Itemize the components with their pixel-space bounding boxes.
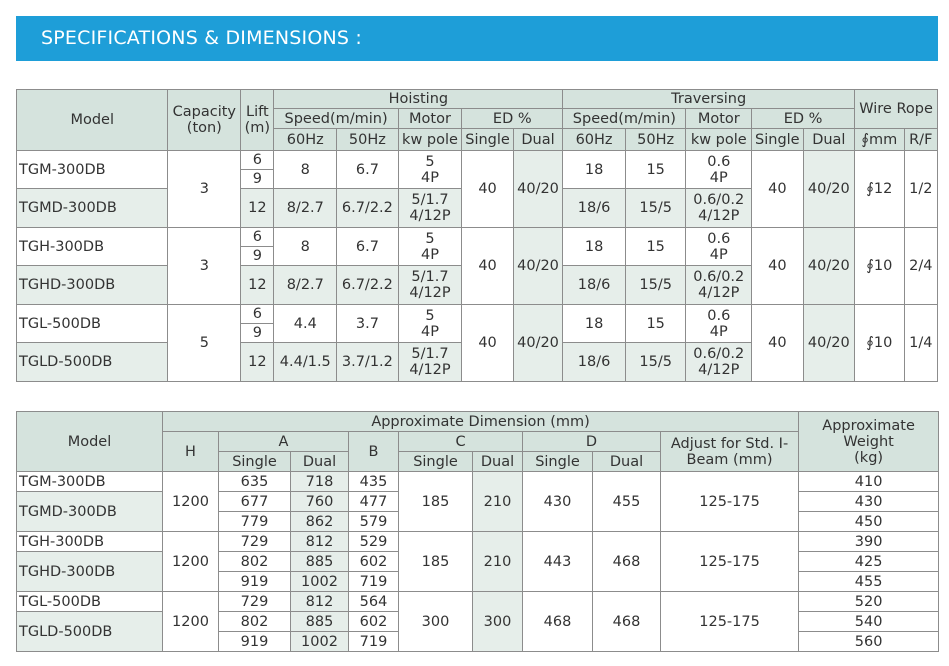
lift-cell: 12 bbox=[241, 343, 274, 382]
model-cell: TGHD-300DB bbox=[17, 266, 168, 305]
trav-motor-cell bbox=[686, 266, 752, 305]
header-capacity-label: Capacity bbox=[172, 104, 236, 120]
model-cell: TGHD-300DB bbox=[17, 552, 163, 592]
table-row bbox=[17, 592, 939, 612]
a-single-cell: 779 bbox=[219, 512, 291, 532]
model-cell: TGMD-300DB bbox=[17, 492, 163, 532]
hoist-pole: 4P bbox=[421, 246, 439, 263]
lift-cell: 6 bbox=[241, 305, 274, 324]
a-dual-cell: 862 bbox=[291, 512, 349, 532]
dim-header-h: H bbox=[163, 432, 219, 472]
header-traversing-speed: Speed(m/min) bbox=[563, 109, 686, 129]
lift-cell: 6 bbox=[241, 228, 274, 247]
d-single-cell: 468 bbox=[523, 592, 593, 652]
c-single-cell: 185 bbox=[399, 532, 473, 592]
hoist-50hz-cell: 6.7 bbox=[337, 151, 399, 189]
header-traversing: Traversing bbox=[563, 90, 855, 109]
hoist-ed-single-cell: 40 bbox=[462, 228, 514, 305]
trav-50hz-cell: 15/5 bbox=[625, 266, 686, 305]
d-single-cell: 430 bbox=[523, 472, 593, 532]
weight-cell: 450 bbox=[799, 512, 939, 532]
header-wire-rope: Wire Rope bbox=[855, 90, 938, 129]
a-single-cell: 802 bbox=[219, 612, 291, 632]
dim-header-weight-1: Approximate bbox=[822, 417, 915, 434]
adjust-cell: 125-175 bbox=[661, 472, 799, 532]
model-cell: TGH-300DB bbox=[17, 228, 168, 266]
lift-cell: 9 bbox=[241, 324, 274, 343]
hoist-ed-single-cell: 40 bbox=[462, 305, 514, 382]
adjust-cell: 125-175 bbox=[661, 592, 799, 652]
a-single-cell: 635 bbox=[219, 472, 291, 492]
a-single-cell: 802 bbox=[219, 552, 291, 572]
dim-header-a: A bbox=[219, 432, 349, 452]
header-hoisting-ed: ED % bbox=[462, 109, 563, 129]
trav-60hz-cell: 18/6 bbox=[563, 266, 626, 305]
adjust-cell: 125-175 bbox=[661, 532, 799, 592]
header-hoisting: Hoisting bbox=[274, 90, 563, 109]
trav-60hz-cell: 18 bbox=[563, 228, 626, 266]
header-hoisting-kw-pole: kw pole bbox=[398, 129, 462, 151]
hoist-motor-cell bbox=[398, 266, 462, 305]
trav-ed-single-cell: 40 bbox=[752, 305, 804, 382]
table-row bbox=[17, 532, 939, 552]
hoist-60hz-cell: 8 bbox=[274, 151, 337, 189]
trav-50hz-cell: 15/5 bbox=[625, 343, 686, 382]
header-rope-diameter: ∮mm bbox=[855, 129, 904, 151]
trav-ed-dual-cell: 40/20 bbox=[803, 151, 855, 228]
trav-kw: 0.6 bbox=[707, 153, 731, 170]
dim-header-a-dual: Dual bbox=[291, 452, 349, 472]
table-row bbox=[17, 305, 938, 324]
hoist-kw: 5 bbox=[425, 153, 435, 170]
trav-ed-dual-cell: 40/20 bbox=[803, 228, 855, 305]
model-cell: TGM-300DB bbox=[17, 472, 163, 492]
hoist-50hz-cell: 3.7 bbox=[337, 305, 399, 343]
a-dual-cell: 812 bbox=[291, 532, 349, 552]
model-cell: TGL-500DB bbox=[17, 592, 163, 612]
hoist-motor-cell bbox=[398, 305, 462, 343]
header-hoisting-ed-dual: Dual bbox=[513, 129, 562, 151]
hoist-kw: 5 bbox=[425, 230, 435, 247]
lift-cell: 9 bbox=[241, 170, 274, 189]
lift-cell: 6 bbox=[241, 151, 274, 170]
trav-kw: 0.6/0.2 bbox=[693, 269, 745, 285]
a-single-cell: 919 bbox=[219, 632, 291, 652]
trav-50hz-cell: 15 bbox=[625, 151, 686, 189]
b-cell: 602 bbox=[349, 612, 399, 632]
weight-cell: 390 bbox=[799, 532, 939, 552]
page-title: SPECIFICATIONS & DIMENSIONS : bbox=[41, 27, 363, 49]
header-hoisting-speed: Speed(m/min) bbox=[274, 109, 398, 129]
a-dual-cell: 760 bbox=[291, 492, 349, 512]
table-row bbox=[17, 228, 938, 247]
header-capacity bbox=[168, 90, 241, 151]
hoist-60hz-cell: 4.4/1.5 bbox=[274, 343, 337, 382]
hoist-60hz-cell: 8/2.7 bbox=[274, 189, 337, 228]
weight-cell: 430 bbox=[799, 492, 939, 512]
weight-cell: 425 bbox=[799, 552, 939, 572]
hoist-motor-cell bbox=[398, 228, 462, 266]
trav-motor-cell bbox=[686, 228, 752, 266]
hoist-50hz-cell: 6.7/2.2 bbox=[337, 266, 399, 305]
table-row bbox=[17, 472, 939, 492]
hoist-50hz-cell: 3.7/1.2 bbox=[337, 343, 399, 382]
b-cell: 435 bbox=[349, 472, 399, 492]
header-lift-unit: (m) bbox=[244, 120, 271, 136]
h-cell: 1200 bbox=[163, 532, 219, 592]
rope-rf-cell: 1/4 bbox=[904, 305, 937, 382]
b-cell: 579 bbox=[349, 512, 399, 532]
trav-60hz-cell: 18 bbox=[563, 305, 626, 343]
b-cell: 602 bbox=[349, 552, 399, 572]
header-hoisting-ed-single: Single bbox=[462, 129, 514, 151]
header-hoisting-motor: Motor bbox=[398, 109, 462, 129]
table-row bbox=[17, 151, 938, 170]
a-dual-cell: 718 bbox=[291, 472, 349, 492]
a-single-cell: 729 bbox=[219, 592, 291, 612]
hoist-ed-single-cell: 40 bbox=[462, 151, 514, 228]
trav-pole: 4P bbox=[709, 246, 728, 263]
trav-motor-cell bbox=[686, 305, 752, 343]
rope-rf-cell: 2/4 bbox=[904, 228, 937, 305]
dim-header-b: B bbox=[349, 432, 399, 472]
model-cell: TGLD-500DB bbox=[17, 612, 163, 652]
d-dual-cell: 455 bbox=[593, 472, 661, 532]
header-rope-rf: R/F bbox=[904, 129, 937, 151]
header-lift-label: Lift bbox=[246, 104, 269, 120]
dim-header-weight bbox=[799, 412, 939, 472]
trav-motor-cell bbox=[686, 343, 752, 382]
hoist-60hz-cell: 8 bbox=[274, 228, 337, 266]
b-cell: 719 bbox=[349, 632, 399, 652]
trav-50hz-cell: 15 bbox=[625, 228, 686, 266]
capacity-cell: 3 bbox=[168, 228, 241, 305]
d-dual-cell: 468 bbox=[593, 592, 661, 652]
hoist-ed-dual-cell: 40/20 bbox=[513, 228, 562, 305]
hoist-pole: 4/12P bbox=[409, 285, 451, 301]
hoist-kw: 5/1.7 bbox=[411, 346, 449, 362]
hoist-motor-cell bbox=[398, 189, 462, 228]
trav-pole: 4P bbox=[709, 323, 728, 340]
trav-pole: 4/12P bbox=[698, 208, 740, 224]
model-cell: TGL-500DB bbox=[17, 305, 168, 343]
dim-header-c-dual: Dual bbox=[473, 452, 523, 472]
capacity-cell: 5 bbox=[168, 305, 241, 382]
trav-ed-single-cell: 40 bbox=[752, 228, 804, 305]
h-cell: 1200 bbox=[163, 472, 219, 532]
capacity-cell: 3 bbox=[168, 151, 241, 228]
model-cell: TGMD-300DB bbox=[17, 189, 168, 228]
dim-header-d-single: Single bbox=[523, 452, 593, 472]
d-single-cell: 443 bbox=[523, 532, 593, 592]
dim-header-model: Model bbox=[17, 412, 163, 472]
hoist-pole: 4/12P bbox=[409, 208, 451, 224]
header-traversing-kw-pole: kw pole bbox=[686, 129, 752, 151]
trav-motor-cell bbox=[686, 151, 752, 189]
a-single-cell: 677 bbox=[219, 492, 291, 512]
trav-kw: 0.6 bbox=[707, 307, 731, 324]
dim-header-c-single: Single bbox=[399, 452, 473, 472]
rope-diameter-cell: ∮12 bbox=[855, 151, 904, 228]
b-cell: 564 bbox=[349, 592, 399, 612]
header-model: Model bbox=[17, 90, 168, 151]
header-traversing-60hz: 60Hz bbox=[563, 129, 626, 151]
dim-header-d: D bbox=[523, 432, 661, 452]
hoist-ed-dual-cell: 40/20 bbox=[513, 305, 562, 382]
h-cell: 1200 bbox=[163, 592, 219, 652]
c-single-cell: 300 bbox=[399, 592, 473, 652]
dim-header-a-single: Single bbox=[219, 452, 291, 472]
c-single-cell: 185 bbox=[399, 472, 473, 532]
trav-60hz-cell: 18 bbox=[563, 151, 626, 189]
header-lift bbox=[241, 90, 274, 151]
hoist-kw: 5/1.7 bbox=[411, 269, 449, 285]
dim-header-weight-3: (kg) bbox=[854, 449, 884, 466]
weight-cell: 540 bbox=[799, 612, 939, 632]
trav-ed-single-cell: 40 bbox=[752, 151, 804, 228]
trav-kw: 0.6/0.2 bbox=[693, 192, 745, 208]
rope-diameter-cell: ∮10 bbox=[855, 228, 904, 305]
header-capacity-unit: (ton) bbox=[186, 120, 222, 136]
trav-pole: 4/12P bbox=[698, 285, 740, 301]
trav-50hz-cell: 15 bbox=[625, 305, 686, 343]
a-dual-cell: 812 bbox=[291, 592, 349, 612]
weight-cell: 560 bbox=[799, 632, 939, 652]
trav-motor-cell bbox=[686, 189, 752, 228]
hoist-50hz-cell: 6.7 bbox=[337, 228, 399, 266]
dim-header-adjust-1: Adjust for Std. I- bbox=[670, 435, 789, 452]
hoist-kw: 5/1.7 bbox=[411, 192, 449, 208]
trav-pole: 4P bbox=[709, 169, 728, 186]
trav-kw: 0.6/0.2 bbox=[693, 346, 745, 362]
c-dual-cell: 300 bbox=[473, 592, 523, 652]
rope-rf-cell: 1/2 bbox=[904, 151, 937, 228]
b-cell: 529 bbox=[349, 532, 399, 552]
dim-header-weight-2: Weight bbox=[843, 433, 894, 450]
specifications-table bbox=[16, 89, 938, 382]
b-cell: 477 bbox=[349, 492, 399, 512]
a-single-cell: 919 bbox=[219, 572, 291, 592]
hoist-motor-cell bbox=[398, 151, 462, 189]
hoist-motor-cell bbox=[398, 343, 462, 382]
weight-cell: 455 bbox=[799, 572, 939, 592]
header-traversing-ed-dual: Dual bbox=[803, 129, 855, 151]
hoist-60hz-cell: 8/2.7 bbox=[274, 266, 337, 305]
b-cell: 719 bbox=[349, 572, 399, 592]
header-traversing-50hz: 50Hz bbox=[625, 129, 686, 151]
trav-60hz-cell: 18/6 bbox=[563, 189, 626, 228]
trav-kw: 0.6 bbox=[707, 230, 731, 247]
hoist-pole: 4P bbox=[421, 323, 439, 340]
dim-header-c: C bbox=[399, 432, 523, 452]
trav-60hz-cell: 18/6 bbox=[563, 343, 626, 382]
a-dual-cell: 1002 bbox=[291, 632, 349, 652]
hoist-pole: 4P bbox=[421, 169, 439, 186]
dimensions-table bbox=[16, 411, 939, 652]
model-cell: TGM-300DB bbox=[17, 151, 168, 189]
a-dual-cell: 1002 bbox=[291, 572, 349, 592]
d-dual-cell: 468 bbox=[593, 532, 661, 592]
c-dual-cell: 210 bbox=[473, 532, 523, 592]
dim-header-adjust-2: Beam (mm) bbox=[686, 451, 773, 468]
header-traversing-motor: Motor bbox=[686, 109, 752, 129]
hoist-kw: 5 bbox=[425, 307, 435, 324]
trav-50hz-cell: 15/5 bbox=[625, 189, 686, 228]
hoist-pole: 4/12P bbox=[409, 362, 451, 378]
trav-pole: 4/12P bbox=[698, 362, 740, 378]
lift-cell: 12 bbox=[241, 189, 274, 228]
lift-cell: 12 bbox=[241, 266, 274, 305]
header-traversing-ed-single: Single bbox=[752, 129, 804, 151]
model-cell: TGLD-500DB bbox=[17, 343, 168, 382]
dim-header-approx-dimension: Approximate Dimension (mm) bbox=[163, 412, 799, 432]
lift-cell: 9 bbox=[241, 247, 274, 266]
a-single-cell: 729 bbox=[219, 532, 291, 552]
dim-header-d-dual: Dual bbox=[593, 452, 661, 472]
weight-cell: 410 bbox=[799, 472, 939, 492]
dim-header-adjust bbox=[661, 432, 799, 472]
hoist-60hz-cell: 4.4 bbox=[274, 305, 337, 343]
header-traversing-ed: ED % bbox=[752, 109, 855, 129]
hoist-ed-dual-cell: 40/20 bbox=[513, 151, 562, 228]
trav-ed-dual-cell: 40/20 bbox=[803, 305, 855, 382]
section-banner bbox=[16, 16, 938, 61]
a-dual-cell: 885 bbox=[291, 552, 349, 572]
model-cell: TGH-300DB bbox=[17, 532, 163, 552]
weight-cell: 520 bbox=[799, 592, 939, 612]
header-hoisting-50hz: 50Hz bbox=[337, 129, 399, 151]
header-hoisting-60hz: 60Hz bbox=[274, 129, 337, 151]
hoist-50hz-cell: 6.7/2.2 bbox=[337, 189, 399, 228]
a-dual-cell: 885 bbox=[291, 612, 349, 632]
rope-diameter-cell: ∮10 bbox=[855, 305, 904, 382]
c-dual-cell: 210 bbox=[473, 472, 523, 532]
